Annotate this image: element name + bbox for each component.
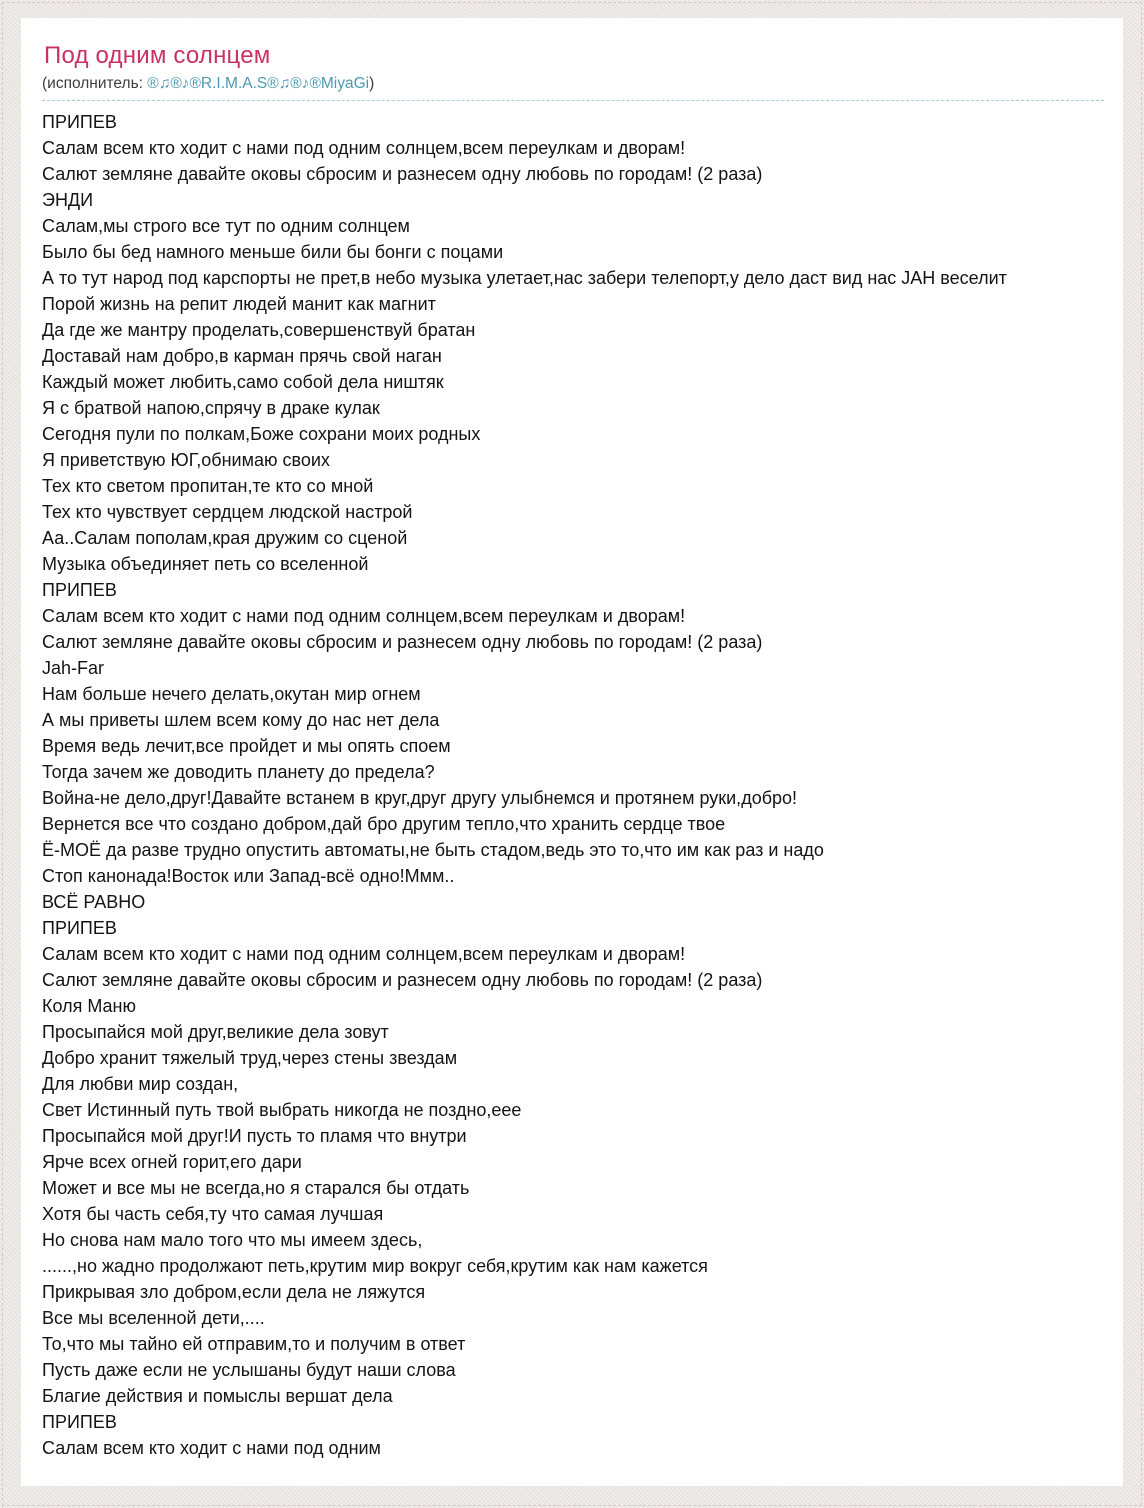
lyric-line: Доставай нам добро,в карман прячь свой наган xyxy=(42,346,442,366)
lyric-line: Ё-МОЁ да разве трудно опустить автоматы,не быть стадом,ведь это то,что им как раз и надо xyxy=(42,840,824,860)
lyric-line: А мы приветы шлем всем кому до нас нет дела xyxy=(42,710,440,730)
lyric-line: Добро хранит тяжелый труд,через стены звездам xyxy=(42,1048,458,1068)
lyric-line: Я с братвой напою,спрячу в драке кулак xyxy=(42,398,380,418)
lyric-line: Прикрывая зло добром,если дела не ляжутся xyxy=(42,1282,426,1302)
lyric-line: Каждый может любить,само собой дела ништяк xyxy=(42,372,444,392)
lyric-line: Салют земляне давайте оковы сбросим и разнесем одну любовь по городам! (2 раза) xyxy=(42,970,763,990)
lyric-line: Салют земляне давайте оковы сбросим и разнесем одну любовь по городам! (2 раза) xyxy=(42,632,763,652)
lyric-line: Может и все мы не всегда,но я старался бы отдать xyxy=(42,1178,470,1198)
lyric-line: Коля Маню xyxy=(42,996,136,1016)
lyric-line: ПРИПЕВ xyxy=(42,1412,117,1432)
lyric-line: ЭНДИ xyxy=(42,190,94,210)
lyric-line: Было бы бед намного меньше били бы бонги с поцами xyxy=(42,242,504,262)
lyric-line: Но снова нам мало того что мы имеем здесь, xyxy=(42,1230,423,1250)
lyric-line: Свет Истинный путь твой выбрать никогда не поздно,еее xyxy=(42,1100,522,1120)
lyric-line: Салам всем кто ходит с нами под одним солнцем,всем переулкам и дворам! xyxy=(42,944,686,964)
lyric-line: Салам,мы строго все тут по одним солнцем xyxy=(42,216,410,236)
lyric-line: Благие действия и помыслы вершат дела xyxy=(42,1386,393,1406)
lyric-line: Все мы вселенной дети,.... xyxy=(42,1308,265,1328)
lyric-line: Время ведь лечит,все пройдет и мы опять споем xyxy=(42,736,451,756)
lyric-line: ......,но жадно продолжают петь,крутим мир вокруг себя,крутим как нам кажется xyxy=(42,1256,708,1276)
lyric-line: Просыпайся мой друг!И пусть то пламя что внутри xyxy=(42,1126,467,1146)
song-header xyxy=(42,42,1104,101)
lyric-line: Нам больше нечего делать,окутан мир огнем xyxy=(42,684,421,704)
lyric-line: То,что мы тайно ей отправим,то и получим в ответ xyxy=(42,1334,466,1354)
lyric-line: Просыпайся мой друг,великие дела зовут xyxy=(42,1022,389,1042)
lyric-line: Jah-Far xyxy=(42,658,105,678)
lyric-line: ПРИПЕВ xyxy=(42,580,117,600)
lyric-line: Хотя бы часть себя,ту что самая лучшая xyxy=(42,1204,384,1224)
lyric-line: Стоп канонада!Восток или Запад-всё одно!Ммм.. xyxy=(42,866,455,886)
lyric-line: ВСЁ РАВНО xyxy=(42,892,146,912)
artist-suffix: ) xyxy=(369,75,375,92)
lyric-line: Война-не дело,друг!Давайте встанем в круг,друг другу улыбнемся и протянем руки,добро! xyxy=(42,788,798,808)
lyric-line: Пусть даже если не услышаны будут наши слова xyxy=(42,1360,456,1380)
lyric-line: Салам всем кто ходит с нами под одним солнцем,всем переулкам и дворам! xyxy=(42,138,686,158)
lyrics xyxy=(42,109,1104,1461)
lyric-line: Аа..Салам пополам,края дружим со сценой xyxy=(42,528,408,548)
lyric-line: Тех кто светом пропитан,те кто со мной xyxy=(42,476,374,496)
lyric-line: Порой жизнь на репит людей манит как магнит xyxy=(42,294,436,314)
artist-label: (исполнитель: xyxy=(42,75,143,92)
artist-line xyxy=(42,75,1104,93)
content-card xyxy=(21,18,1123,1486)
lyric-line: Музыка объединяет петь со вселенной xyxy=(42,554,369,574)
lyric-line: Салам всем кто ходит с нами под одним xyxy=(42,1438,381,1458)
page-title: Под одним солнцем xyxy=(44,42,271,69)
artist-link[interactable]: ®♫®♪®R.I.M.A.S®♫®♪®MiyaGi xyxy=(147,75,370,92)
lyric-line: Тогда зачем же доводить планету до предела? xyxy=(42,762,435,782)
lyric-line: ПРИПЕВ xyxy=(42,918,117,938)
lyric-line: Да где же мантру проделать,совершенствуй братан xyxy=(42,320,476,340)
lyric-line: Тех кто чувствует сердцем людской настрой xyxy=(42,502,413,522)
lyric-line: Салют земляне давайте оковы сбросим и разнесем одну любовь по городам! (2 раза) xyxy=(42,164,763,184)
lyric-line: Вернется все что создано добром,дай бро другим тепло,что хранить сердце твое xyxy=(42,814,726,834)
lyric-line: Салам всем кто ходит с нами под одним солнцем,всем переулкам и дворам! xyxy=(42,606,686,626)
lyric-line: ПРИПЕВ xyxy=(42,112,117,132)
lyric-line: А то тут народ под карспорты не прет,в небо музыка улетает,нас забери телепорт,у дело даст вид нас JAH веселит xyxy=(42,268,1007,288)
lyric-line: Ярче всех огней горит,его дари xyxy=(42,1152,302,1172)
lyric-line: Сегодня пули по полкам,Боже сохрани моих родных xyxy=(42,424,481,444)
lyric-line: Я приветствую ЮГ,обнимаю своих xyxy=(42,450,330,470)
lyric-line: Для любви мир создан, xyxy=(42,1074,239,1094)
